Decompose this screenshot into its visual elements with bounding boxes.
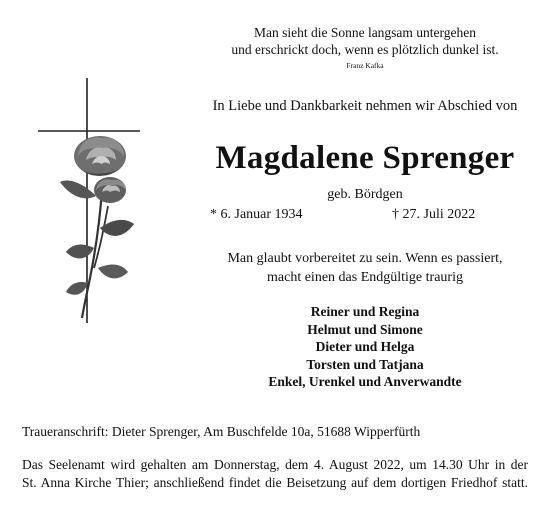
- mourner-line: Helmut und Simone: [307, 321, 423, 337]
- death-date: † 27. Juli 2022: [392, 207, 476, 222]
- verse-line-2: macht einen das Endgültige traurig: [267, 270, 463, 285]
- quote-block: [190, 24, 540, 71]
- verse-block: [190, 249, 540, 287]
- mourner-line: Enkel, Urenkel und Anverwandte: [268, 374, 462, 389]
- mourning-address: Traueranschrift: Dieter Sprenger, Am Buschfelde 10a, 51688 Wipperfürth: [22, 424, 421, 439]
- mourners-list: [190, 303, 540, 391]
- quote-line-1: Man sieht die Sonne langsam untergehen: [253, 25, 477, 40]
- intro-text: In Liebe und Dankbarkeit nehmen wir Abschied von: [212, 98, 518, 114]
- service-line-2: St. Anna Kirche Thier; anschließend findet die Beisetzung auf dem dortigen Friedhof statt.: [22, 475, 528, 490]
- service-line-1: Das Seelenamt wird gehalten am Donnerstag, dem 4. August 2022, um 14.30 Uhr in der: [22, 457, 528, 472]
- verse-line-1: Man glaubt vorbereitet zu sein. Wenn es passiert,: [227, 251, 503, 266]
- deceased-name: Magdalene Sprenger: [215, 140, 515, 176]
- birth-date: * 6. Januar 1934: [210, 207, 303, 222]
- born-name: geb. Bördgen: [327, 187, 403, 202]
- quote-author: Franz Kafka: [346, 61, 384, 70]
- mourner-line: Reiner und Regina: [310, 304, 420, 319]
- service-info: [22, 456, 528, 492]
- mourner-line: Dieter und Helga: [315, 339, 415, 354]
- cross-rose-illustration: [30, 78, 150, 328]
- rose-icon: [60, 136, 134, 318]
- quote-line-2: und erschrickt doch, wenn es plötzlich dunkel ist.: [231, 42, 499, 57]
- mourner-line: Torsten und Tatjana: [306, 356, 424, 372]
